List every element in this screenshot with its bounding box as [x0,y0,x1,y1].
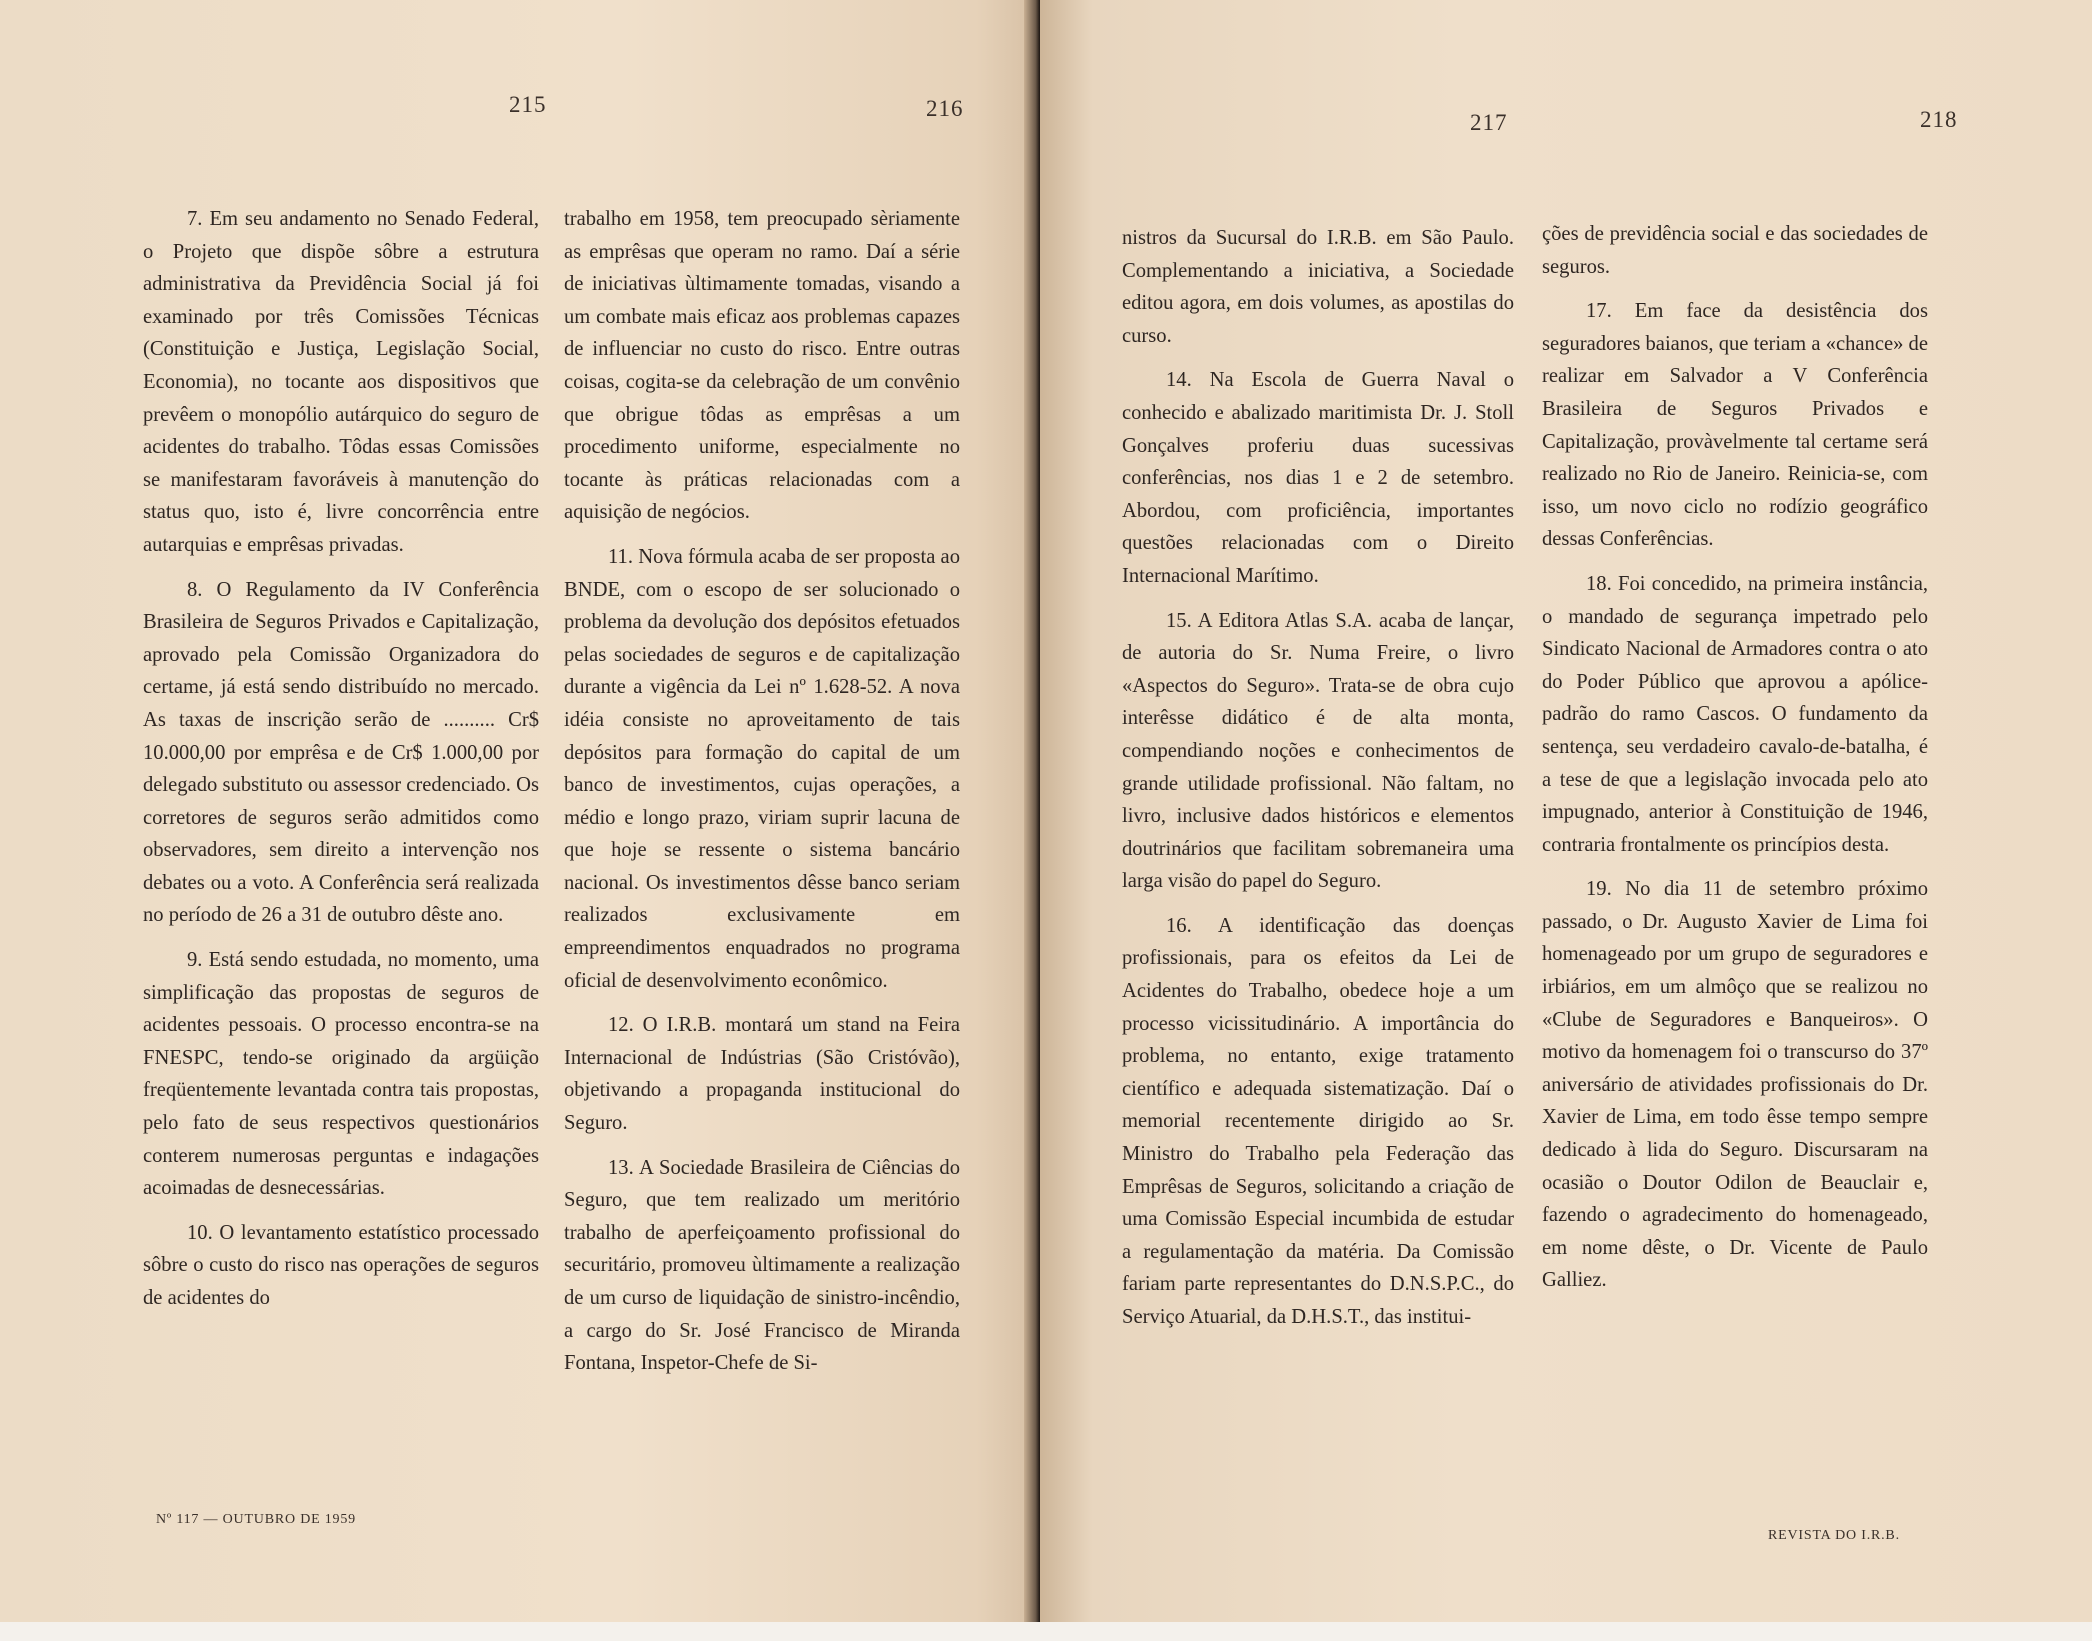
page-number: 217 [1470,110,1508,135]
paragraph: trabalho em 1958, tem preocupado sèriamente as emprêsas que operam no ramo. Daí a série de iniciativas ùltimamente tomadas, visando a um combate mais eficaz aos problemas capazes de influenciar no custo do risco. Entre outras coisas, cogita-se da celebração de um convênio que obrigue tôdas as emprêsas a um procedimento uniforme, especialmente no tocante às práticas relacionadas com a aquisição de negócios. [564,208,960,524]
paragraph: 16. A identificação das doenças profissionais, para os efeitos da Lei de Acidentes do Trabalho, obedece hoje a um processo vicissitudinário. A importância do problema, no entanto, exige tratamento científico e adequada sistematização. Daí o memorial recentemente dirigido ao Sr. Ministro do Trabalho pela Federação das Emprêsas de Seguros, solicitando a criação de uma Comissão Especial incumbida de estudar a regulamentação da matéria. Da Comissão fariam parte representantes do D.N.S.P.C., do Serviço Atuarial, da D.H.S.T., das institui- [1122,914,1514,1328]
paragraph: 18. Foi concedido, na primeira instância, o mandado de segurança impetrado pelo Sindicato Nacional de Armadores contra o ato do Poder Público que aprovou a apólice-padrão do ramo Cascos. O fundamento da sentença, seu verdadeiro cavalo-de-batalha, é a tese de que a legislação invocada pelo ato impugnado, anterior à Constituição de 1946, contraria frontalmente os princípios desta. [1542,572,1928,856]
text-column [143,203,539,1327]
page-number: 216 [926,96,964,121]
paragraph: 10. O levantamento estatístico processado sôbre o custo do risco nas operações de seguros de acidentes do [143,1221,539,1309]
paragraph: ções de previdência social e das sociedades de seguros. [1542,223,1928,278]
paragraph: 19. No dia 11 de setembro próximo passado, o Dr. Augusto Xavier de Lima foi homenageado por um grupo de seguradores e irbiários, em um almôço que se realizou no «Clube de Seguradores e Banqueiros». O motivo da homenagem foi o transcurso do 37º aniversário de atividades profissionais do Dr. Xavier de Lima, em todo êsse tempo sempre dedicado à lida do Seguro. Discursaram na ocasião o Doutor Odilon de Beauclair e, fazendo o agradecimento do homenageado, em nome dêste, o Dr. Vicente de Paulo Galliez. [1542,878,1928,1292]
text-column [1122,222,1514,1346]
left-page [0,0,1038,1641]
paragraph: 12. O I.R.B. montará um stand na Feira Internacional de Indústrias (São Cristóvão), objetivando a propaganda institucional do Seguro. [564,1014,960,1135]
paragraph: 11. Nova fórmula acaba de ser proposta ao BNDE, com o escopo de ser solucionado o problema da devolução dos depósitos efetuados pelas sociedades de seguros e de capitalização durante a vigência da Lei nº 1.628-52. A nova idéia consiste no aproveitamento de tais depósitos para formação do capital de um banco de investimentos, cujas operações, a médio e longo prazo, viriam suprir lacuna de que hoje se ressente o sistema bancário nacional. Os investimentos dêsse banco seriam realizados exclusivamente em empreendimentos enquadrados no programa oficial de desenvolvimento econômico. [564,545,960,992]
page-number: 215 [509,92,547,117]
paragraph: 15. A Editora Atlas S.A. acaba de lançar, de autoria do Sr. Numa Freire, o livro «Aspectos do Seguro». Trata-se de obra cujo interêsse didático é de alta monta, compendiando noções e conhecimentos de grande utilidade profissional. Não faltam, no livro, inclusive dados históricos e elementos doutrinários que facilitam sobremaneira uma larga visão do papel do Seguro. [1122,609,1514,893]
paragraph: 14. Na Escola de Guerra Naval o conhecido e abalizado maritimista Dr. J. Stoll Gonçalves proferiu duas sucessivas conferências, nos dias 1 e 2 de setembro. Abordou, com proficiência, importantes questões relacionadas com o Direito Internacional Marítimo. [1122,369,1514,587]
paragraph: 8. O Regulamento da IV Conferência Brasileira de Seguros Privados e Capitalização, aprovado pela Comissão Organizadora do certame, já está sendo distribuído no mercado. As taxas de inscrição serão de .......... Cr$ 10.000,00 por emprêsa e de Cr$ 1.000,00 por delegado substituto ou assessor credenciado. Os corretores de seguros serão admitidos como observadores, sem direito a intervenção nos debates ou a voto. A Conferência será realizada no período de 26 a 31 de outubro dêste ano. [143,578,539,927]
right-page [1040,0,2092,1641]
paragraph: nistros da Sucursal do I.R.B. em São Paulo. Complementando a iniciativa, a Sociedade editou agora, em dois volumes, as apostilas do curso. [1122,227,1514,347]
paragraph: 9. Está sendo estudada, no momento, uma simplificação das propostas de seguros de acidentes pessoais. O processo encontra-se na FNESPC, tendo-se originado da argüição freqüentemente levantada contra tais propostas, pelo fato de seus respectivos questionários conterem numerosas perguntas e indagações acoimadas de desnecessárias. [143,949,539,1200]
text-column [1542,218,1928,1309]
scan-edge [0,1622,2092,1641]
page-footer: REVISTA DO I.R.B. [1768,1528,1900,1543]
paragraph: 7. Em seu andamento no Senado Federal, o Projeto que dispõe sôbre a estrutura administrativa da Previdência Social já foi examinado por três Comissões Técnicas (Constituição e Justiça, Legislação Social, Economia), no tocante aos dispositivos que prevêem o monopólio autárquico do seguro de acidentes do trabalho. Tôdas essas Comissões se manifestaram favoráveis à manutenção do status quo, isto é, livre concorrência entre autarquias e emprêsas privadas. [143,208,539,556]
page-number: 218 [1920,107,1958,132]
paragraph: 17. Em face da desistência dos seguradores baianos, que teriam a «chance» de realizar em Salvador a V Conferência Brasileira de Seguros Privados e Capitalização, provàvelmente tal certame será realizado no Rio de Janeiro. Reinicia-se, com isso, um novo ciclo no rodízio geográfico dessas Conferências. [1542,300,1928,551]
page-footer: Nº 117 — OUTUBRO DE 1959 [156,1512,356,1527]
text-column [564,203,960,1392]
paragraph: 13. A Sociedade Brasileira de Ciências do Seguro, que tem realizado um meritório trabalho de aperfeiçoamento profissional do securitário, promoveu ùltimamente a realização de um curso de liquidação de sinistro-incêndio, a cargo do Sr. José Francisco de Miranda Fontana, Inspetor-Chefe de Si- [564,1156,960,1375]
